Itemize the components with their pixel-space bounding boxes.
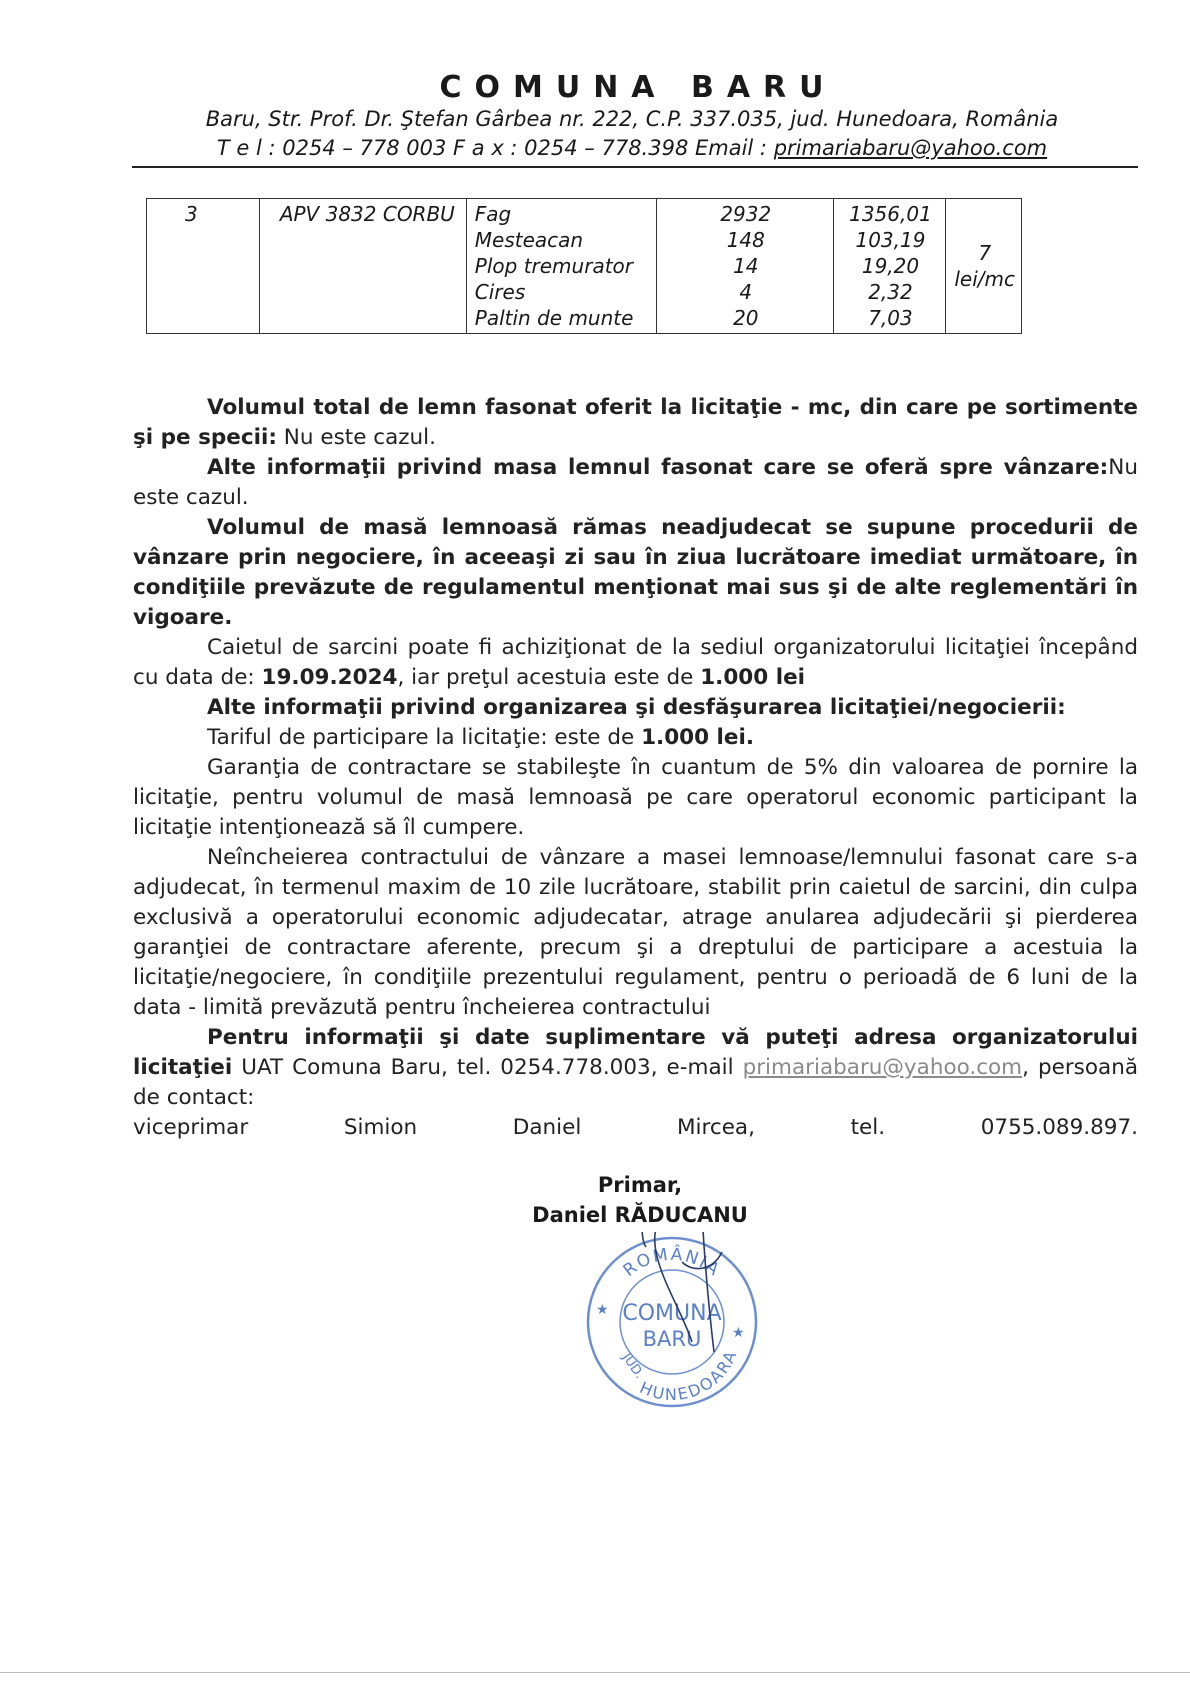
tree-count: 2932: [720, 202, 772, 226]
signature-block: [530, 1170, 750, 1230]
paragraph-bold: Alte informaţii privind masa lemnul fasonat care se oferă spre vânzare:: [207, 455, 1109, 480]
volume-value: 1356,01: [849, 202, 932, 226]
price-value: 1.000 lei.: [641, 725, 755, 750]
price-cell: 7 lei/mc: [946, 199, 1022, 334]
paragraph-text: Nu este cazul.: [133, 455, 1138, 510]
svg-text:HUNEDOARA: [637, 1347, 741, 1404]
paragraph-guarantee: Garanţia de contractare se stabileşte în cuantum de 5% din valoarea de pornire la licitaţie, pentru volumul de masă lemnoasă pe care operatorul economic participant la licitaţie intenţionează să îl cumpere.: [133, 755, 1138, 840]
species-name: Plop tremurator: [474, 254, 633, 278]
official-stamp-icon: [582, 1232, 762, 1412]
page-bottom-edge: [0, 1672, 1190, 1673]
letterhead: [132, 70, 1132, 163]
paragraph-text: Tariful de participare la licitaţie: este de: [207, 725, 642, 750]
header-divider: [132, 166, 1138, 168]
star-icon: ★: [732, 1325, 745, 1341]
paragraph-negotiation: [133, 513, 1138, 633]
tree-count: 148: [726, 228, 765, 252]
paragraph-text: UAT Comuna Baru, tel. 0254.778.003, e-mail: [232, 1055, 743, 1080]
species-name: Mesteacan: [474, 228, 584, 252]
tree-count: 4: [739, 280, 753, 304]
paragraph-bold: Volumul total de lemn fasonat oferit la licitaţie - mc, din care pe sortimente şi pe specii:: [133, 395, 1138, 450]
row-number: 3: [147, 199, 260, 334]
table-row: [147, 199, 1022, 334]
paragraph-text: , persoană de contact:: [133, 1055, 1138, 1110]
species-cell: [466, 199, 656, 334]
stamp-left-text: JUD.: [618, 1350, 647, 1382]
stamp-bottom-text: HUNEDOARA: [636, 1346, 741, 1405]
paragraph-text: , iar preţul acestuia este de: [397, 665, 701, 690]
paragraph-bold: Pentru informaţii şi date suplimentare vă puteţi adresa organizatorului licitaţiei: [133, 1025, 1138, 1080]
date-value: 19.09.2024: [261, 665, 398, 690]
star-icon: ★: [596, 1302, 609, 1318]
volume-value: 7,03: [868, 306, 913, 330]
volume-value: 19,20: [861, 254, 920, 278]
contact-person-line: viceprimar Simion Daniel Mircea, tel. 0755.089.897.: [133, 1115, 1138, 1140]
signatory-name: Daniel RĂDUCANU: [532, 1203, 748, 1227]
paragraph-contact: [133, 1023, 1138, 1113]
announcement-body: [133, 393, 1138, 1143]
price-value: 1.000 lei: [700, 665, 806, 690]
paragraph-organization-heading: [133, 693, 1138, 723]
paragraph-text: Caietul de sarcini poate fi achiziţionat de la sediul organizatorului licitaţiei începând cu data de:: [133, 635, 1138, 690]
paragraph-other-info: [133, 453, 1138, 513]
contact-phone-fax: T e l : 0254 – 778 003 F a x : 0254 – 778.398 Email :: [216, 136, 774, 160]
apv-name: APV 3832 CORBU: [259, 199, 466, 334]
paragraph-specifications: [133, 633, 1138, 693]
header-email-link[interactable]: primariabaru@yahoo.com: [773, 136, 1048, 160]
volume-value: 2,32: [868, 280, 913, 304]
volume-cell: [833, 199, 946, 334]
paragraph-contract: Neîncheierea contractului de vânzare a masei lemnoase/lemnului fasonat care s-a adjudecat, în termenul maxim de 10 zile lucrătoare, stabilit prin caietul de sarcini, din culpa exclusivă a operatorului economic adjudecatar, atrage anularea adjudecării şi pierderea garanţiei de contractare aferente, precum şi a dreptului de participare a acestuia la licitaţie/negociere, în condiţiile prezentului regulament, pentru o perioadă de 6 luni de la data - limită prevăzută pentru încheierea contractului: [133, 845, 1138, 1020]
institution-title: COMUNA BARU: [439, 70, 837, 105]
stamp-center-text: COMUNA: [622, 1301, 722, 1326]
tree-count: 14: [733, 254, 759, 278]
paragraph-bold: Alte informaţii privind organizarea şi desfăşurarea licitaţiei/negocierii:: [207, 695, 1066, 720]
tree-count: 20: [733, 306, 759, 330]
species-name: Paltin de munte: [474, 306, 634, 330]
paragraph-bold: Volumul de masă lemnoasă rămas neadjudecat se supune procedurii de vânzare prin negociere, în aceeaşi zi sau în ziua lucrătoare imediat următoare, în condiţiile prevăzute de regulamentul menţionat mai sus şi de alte reglementări în vigoare.: [133, 515, 1138, 630]
volume-value: 103,19: [855, 228, 926, 252]
paragraph-text: Nu este cazul.: [276, 425, 436, 450]
svg-text:ROMÂNIA: [620, 1243, 725, 1281]
paragraph-fee: [133, 723, 1138, 753]
stamp-top-text: ROMÂNIA: [619, 1244, 725, 1281]
contact-line: [132, 134, 1132, 163]
address-line: Baru, Str. Prof. Dr. Ştefan Gârbea nr. 222, C.P. 337.035, jud. Hunedoara, România: [205, 107, 1059, 131]
stamp-center-text: BARU: [642, 1327, 702, 1351]
contact-email-link[interactable]: primariabaru@yahoo.com: [742, 1055, 1023, 1080]
species-name: Fag: [474, 202, 512, 226]
count-cell: [657, 199, 834, 334]
species-table: [146, 198, 1022, 334]
species-name: Cires: [474, 280, 526, 304]
paragraph-total-volume: [133, 393, 1138, 453]
signatory-role: Primar,: [597, 1173, 683, 1197]
